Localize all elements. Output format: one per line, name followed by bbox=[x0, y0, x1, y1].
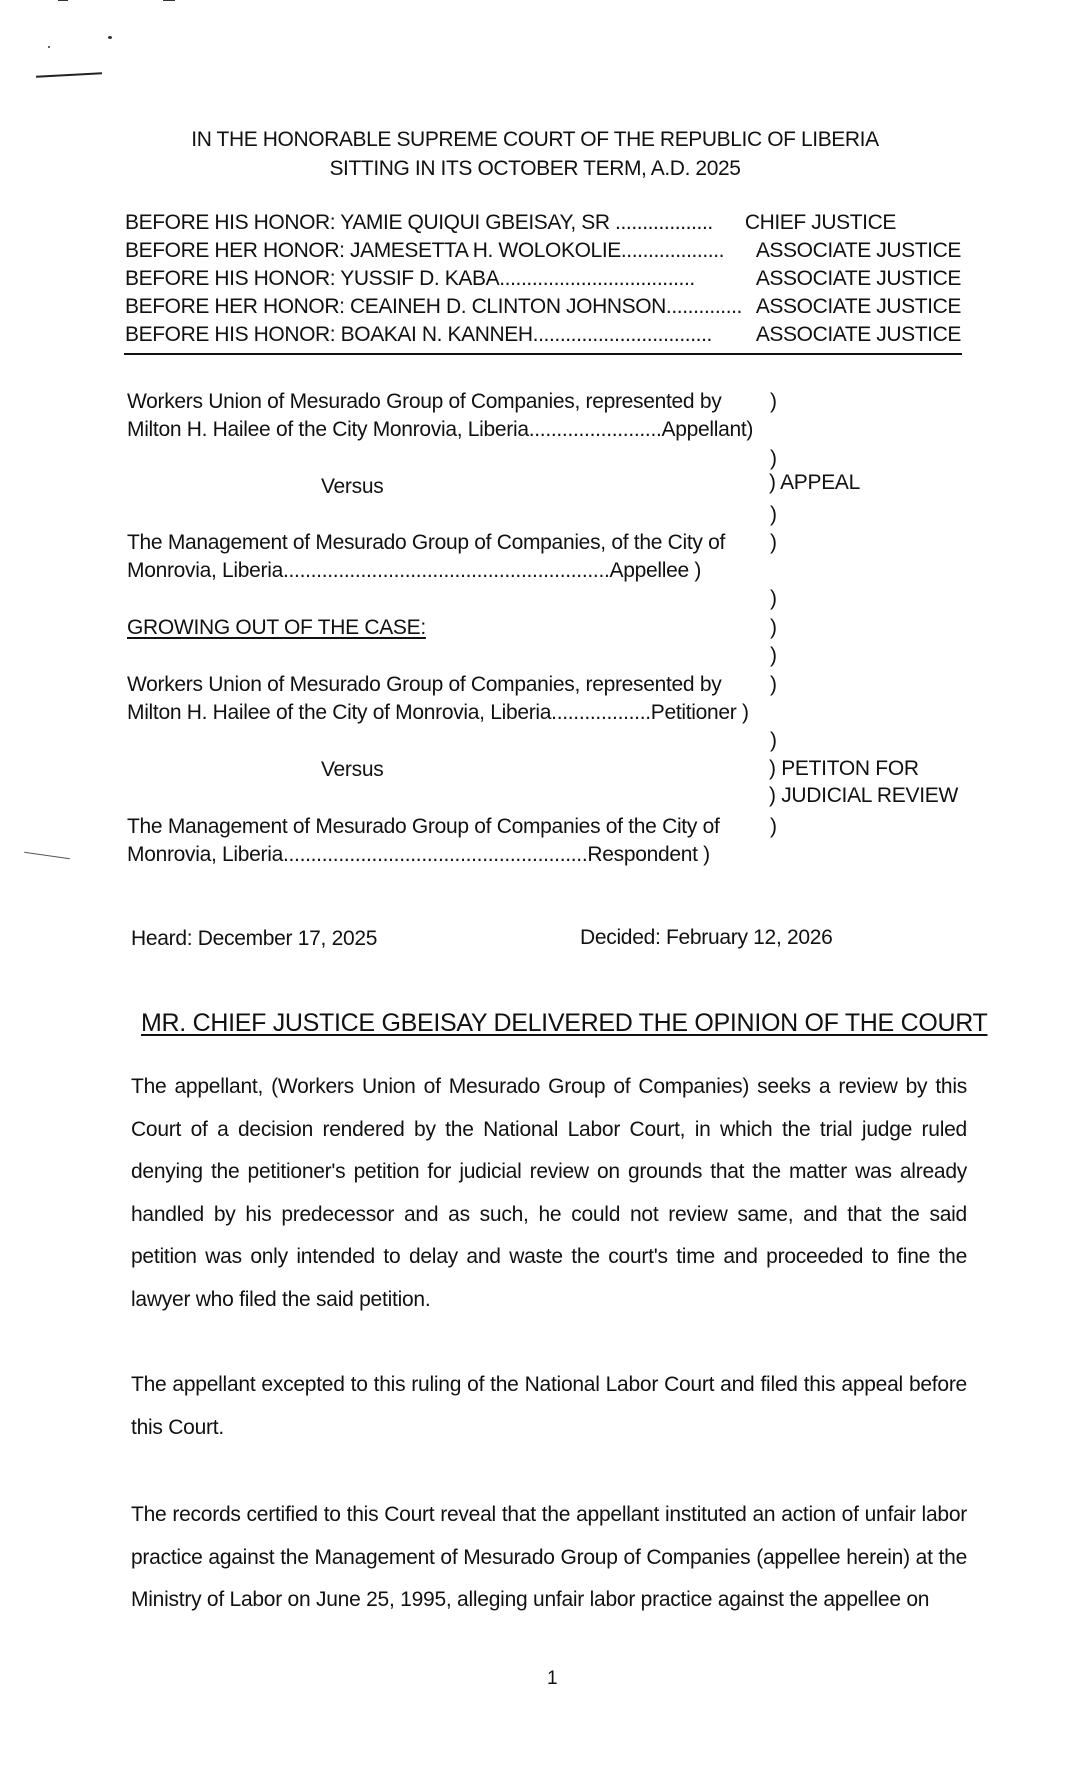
caption-respondent-line2: Monrovia, Liberia.......................................................Respondent ) bbox=[127, 843, 710, 866]
opinion-paragraph-1: The appellant, (Workers Union of Mesurado Group of Companies) seeks a review by this Court of a decision rendered by the National Labor Court, in which the trial judge ruled denying the petitioner's petition for judicial review on grounds that the matter was already handled by his predecessor and as such, he could not review same, and that the said petition was only intended to delay and waste the court's time and proceeded to fine the lawyer who filed the said petition. bbox=[131, 1075, 967, 1311]
court-header-line2: SITTING IN ITS OCTOBER TERM, A.D. 2025 bbox=[329, 157, 741, 180]
caption-petitioner-line1: Workers Union of Mesurado Group of Companies, represented by bbox=[127, 673, 722, 696]
caption-paren: ) bbox=[770, 644, 777, 667]
scan-mark bbox=[24, 852, 70, 859]
caption-paren: ) bbox=[770, 673, 777, 696]
caption-growing-out-heading: GROWING OUT OF THE CASE: bbox=[127, 616, 426, 639]
bench-row bbox=[125, 239, 961, 267]
caption-appellee-line1: The Management of Mesurado Group of Companies, of the City of bbox=[127, 531, 726, 554]
caption-paren: ) bbox=[770, 587, 777, 610]
bench-justice-name: BEFORE HIS HONOR: YUSSIF D. KABA.................................... bbox=[125, 267, 695, 290]
opinion-paragraph-2: The appellant excepted to this ruling of the National Labor Court and filed this appeal before this Court. bbox=[131, 1373, 967, 1439]
caption-appellant-line2: Milton H. Hailee of the City Monrovia, Liberia........................Appellant) bbox=[127, 418, 754, 441]
page-number: 1 bbox=[547, 1668, 558, 1689]
caption-petition-label-1: ) PETITON FOR bbox=[769, 757, 919, 780]
caption-paren: ) bbox=[770, 390, 777, 413]
opinion-paragraph-3: The records certified to this Court reveal that the appellant instituted an action of unfair labor practice against the Management of Mesurado Group of Companies (appellee herein) at the Ministry of Labor on June 25, 1995, alleging unfair labor practice against the appellee on bbox=[131, 1503, 967, 1611]
court-header-line1: IN THE HONORABLE SUPREME COURT OF THE REPUBLIC OF LIBERIA bbox=[191, 128, 879, 151]
bench-justice-name: BEFORE HER HONOR: CEAINEH D. CLINTON JOHNSON.............. bbox=[125, 295, 742, 318]
opinion-heading: MR. CHIEF JUSTICE GBEISAY DELIVERED THE OPINION OF THE COURT bbox=[141, 1009, 988, 1037]
caption-paren: ) bbox=[770, 815, 777, 838]
bench-justice-name: BEFORE HIS HONOR: YAMIE QUIQUI GBEISAY, SR .................. bbox=[125, 211, 713, 234]
bench-underline-rule bbox=[124, 353, 962, 355]
scan-mark bbox=[163, 0, 175, 1]
decided-date: Decided: February 12, 2026 bbox=[580, 926, 833, 949]
caption-petitioner-line2: Milton H. Hailee of the City of Monrovia, Liberia..................Petitioner ) bbox=[127, 701, 749, 724]
caption-petition-label-2: ) JUDICIAL REVIEW bbox=[769, 784, 958, 807]
caption-respondent-line1: The Management of Mesurado Group of Companies of the City of bbox=[127, 815, 720, 838]
bench-row bbox=[125, 323, 961, 351]
bench-justice-title: ASSOCIATE JUSTICE bbox=[755, 239, 961, 262]
scan-speck bbox=[108, 36, 112, 39]
caption-versus-1: Versus bbox=[321, 475, 384, 498]
caption-paren: ) bbox=[770, 729, 777, 752]
bench-justice-name: BEFORE HIS HONOR: BOAKAI N. KANNEH................................. bbox=[125, 323, 712, 346]
caption-paren: ) bbox=[770, 616, 777, 639]
bench-list bbox=[125, 211, 961, 361]
bench-justice-title: ASSOCIATE JUSTICE bbox=[755, 267, 961, 290]
heard-date: Heard: December 17, 2025 bbox=[131, 927, 378, 950]
caption-versus-2: Versus bbox=[321, 758, 384, 781]
bench-justice-title: CHIEF JUSTICE bbox=[744, 211, 896, 234]
bench-justice-name: BEFORE HER HONOR: JAMESETTA H. WOLOKOLIE................... bbox=[125, 239, 725, 262]
scan-mark bbox=[58, 0, 68, 1]
caption-appellee-line2: Monrovia, Liberia...........................................................Appellee ) bbox=[127, 559, 702, 582]
bench-justice-title: ASSOCIATE JUSTICE bbox=[755, 323, 961, 346]
bench-row bbox=[125, 211, 961, 239]
caption-appeal-label: ) APPEAL bbox=[769, 471, 860, 494]
scan-speck bbox=[48, 46, 50, 48]
caption-paren: ) bbox=[770, 531, 777, 554]
bench-row bbox=[125, 267, 961, 295]
bench-justice-title: ASSOCIATE JUSTICE bbox=[755, 295, 961, 318]
caption-appellant-line1: Workers Union of Mesurado Group of Companies, represented by bbox=[127, 390, 722, 413]
bench-row bbox=[125, 295, 961, 323]
scan-mark bbox=[36, 72, 102, 77]
caption-paren: ) bbox=[770, 447, 777, 470]
caption-paren: ) bbox=[770, 503, 777, 526]
